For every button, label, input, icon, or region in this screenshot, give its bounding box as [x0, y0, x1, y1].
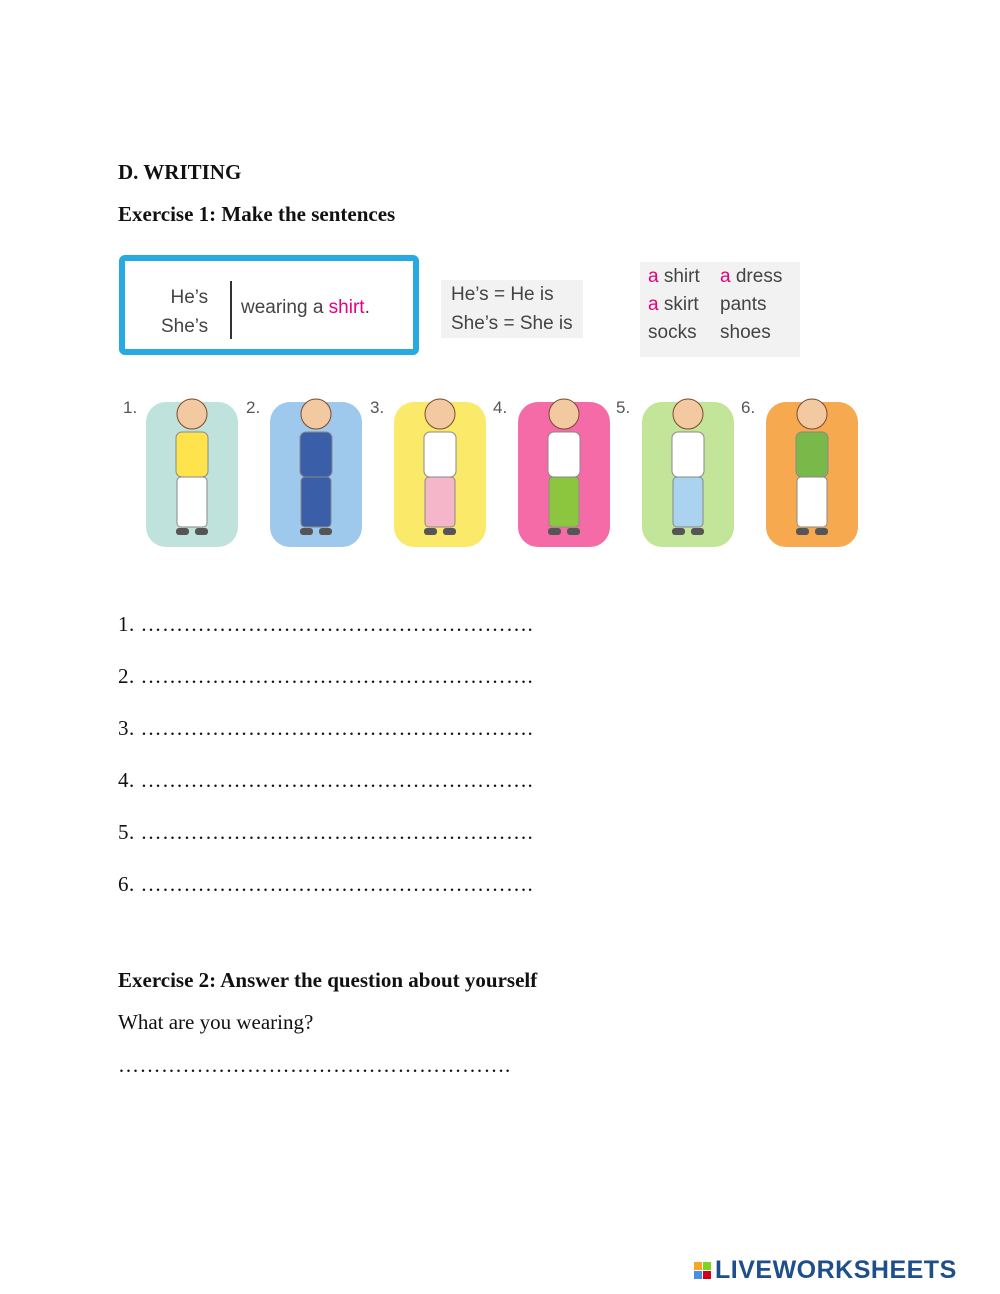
vocab-item: socks [648, 322, 697, 343]
answer-line-1[interactable]: 1. ………………………………………………. [118, 612, 534, 636]
picture-number-3: 3. [370, 398, 385, 417]
contraction-she: She’s = She is [451, 313, 573, 334]
answer-line-4[interactable]: 4. ………………………………………………. [118, 768, 534, 792]
exercise2-title: Exercise 2: Answer the question about yourself [118, 968, 538, 992]
grammar-divider [230, 281, 232, 339]
logo-block [694, 1262, 702, 1270]
grammar-subject-he: He’s [170, 287, 209, 308]
vocab-item: pants [720, 294, 767, 315]
exercise2-answer-line[interactable]: ………………………………………………. [118, 1053, 511, 1077]
picture-number-1: 1. [123, 398, 138, 417]
answer-line-6[interactable]: 6. ………………………………………………. [118, 872, 534, 896]
picture-number-5: 5. [616, 398, 631, 417]
clothing-figure-panel [642, 399, 734, 547]
picture-number-4: 4. [493, 398, 508, 417]
clothing-figure-panel [518, 399, 610, 547]
picture-number-6: 6. [741, 398, 756, 417]
grammar-phrase-suffix: . [364, 297, 370, 318]
answer-line-2[interactable]: 2. ………………………………………………. [118, 664, 534, 688]
answer-line-3[interactable]: 3. ………………………………………………. [118, 716, 534, 740]
liveworksheets-logo-icon [694, 1262, 711, 1279]
logo-block [694, 1271, 702, 1279]
logo-block [703, 1262, 711, 1270]
section-title: D. WRITING [118, 160, 242, 184]
contractions-box [441, 280, 583, 338]
answer-line-5[interactable]: 5. ………………………………………………. [118, 820, 534, 844]
vocab-item: a shirt [648, 266, 700, 287]
grammar-phrase [241, 297, 370, 319]
liveworksheets-logo-text: LIVEWORKSHEETS [715, 1255, 957, 1284]
vocab-item: a dress [720, 266, 783, 287]
exercise1-title: Exercise 1: Make the sentences [118, 202, 396, 226]
grammar-subject-she: She’s [161, 316, 209, 337]
grammar-subjects [161, 283, 208, 341]
grammar-phrase-prefix: wearing a [241, 297, 329, 318]
clothing-figure-panel [146, 399, 238, 547]
clothing-figure-panel [394, 399, 486, 547]
grammar-box [119, 255, 419, 355]
grammar-phrase-word: shirt [328, 297, 365, 318]
clothing-figure-panel [270, 399, 362, 547]
vocabulary-box [640, 262, 800, 357]
contraction-he: He’s = He is [451, 284, 554, 305]
logo-block [703, 1271, 711, 1279]
exercise2-question: What are you wearing? [118, 1010, 314, 1034]
vocab-item: a skirt [648, 294, 699, 315]
vocab-item: shoes [720, 322, 771, 343]
picture-number-2: 2. [246, 398, 261, 417]
liveworksheets-logo [694, 1256, 957, 1284]
clothing-figure-panel [766, 399, 858, 547]
